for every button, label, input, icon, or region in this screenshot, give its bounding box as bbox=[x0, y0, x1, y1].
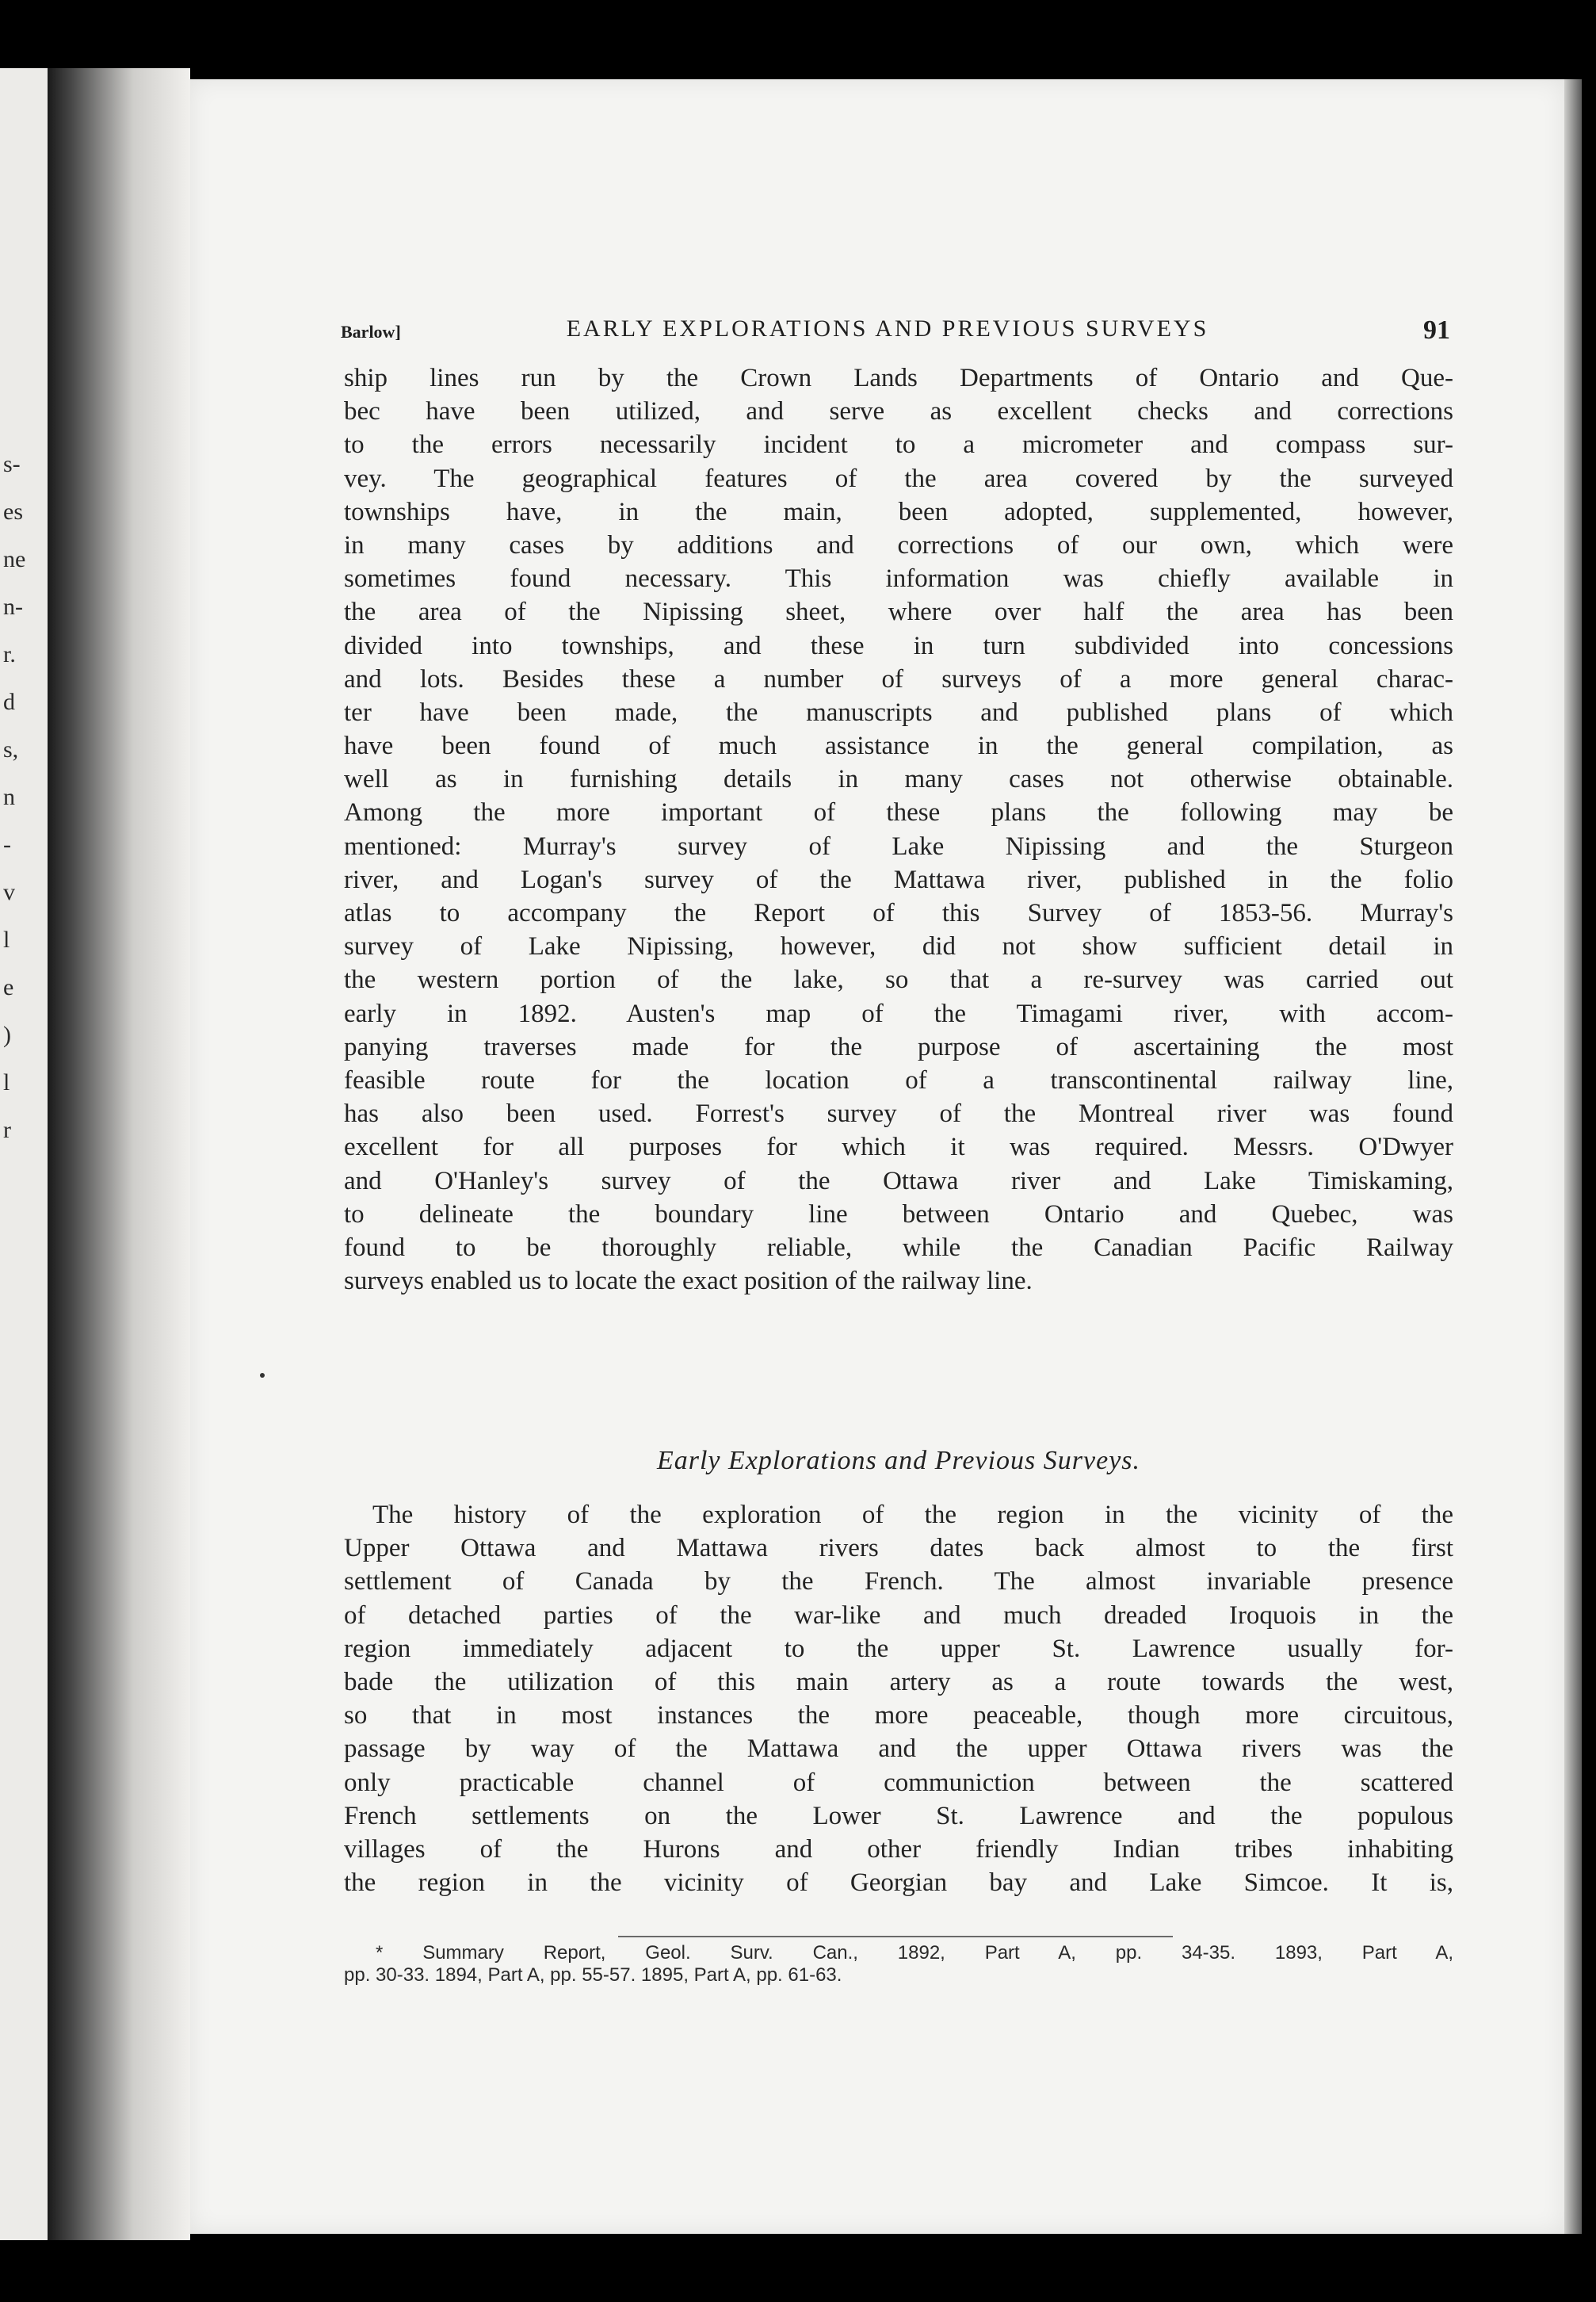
text-line: ship lines run by the Crown Lands Departments of Ontario and Que- bbox=[344, 364, 1453, 392]
text-line: sometimes found necessary. This information was chiefly available in bbox=[344, 564, 1453, 594]
header-author: Barlow] bbox=[341, 322, 401, 342]
text-line: villages of the Hurons and other friendly Indian tribes inhabiting bbox=[344, 1834, 1453, 1864]
text-line: in many cases by additions and corrections of our own, which were bbox=[344, 530, 1453, 560]
left-fragment: d bbox=[3, 689, 15, 715]
left-fragment: r. bbox=[3, 641, 16, 667]
text-line: passage by way of the Mattawa and the upper Ottawa rivers was the bbox=[344, 1734, 1453, 1764]
text-line: well as in furnishing details in many cases not otherwise obtainable. bbox=[344, 765, 1453, 794]
text-line: region immediately adjacent to the upper St. Lawrence usually for- bbox=[344, 1634, 1453, 1663]
left-page-edge bbox=[0, 68, 48, 2240]
left-fragment: l bbox=[3, 1069, 10, 1096]
header-title: EARLY EXPLORATIONS AND PREVIOUS SURVEYS bbox=[566, 315, 1209, 342]
text-line: excellent for all purposes for which it was required. Messrs. O'Dwyer bbox=[344, 1133, 1453, 1162]
text-line: French settlements on the Lower St. Lawrence and the populous bbox=[344, 1801, 1453, 1830]
text-line: vey. The geographical features of the area covered by the surveyed bbox=[344, 464, 1453, 493]
left-fragment: s- bbox=[3, 451, 21, 477]
text-line: divided into townships, and these in turn subdivided into concessions bbox=[344, 631, 1453, 660]
footnote-rule bbox=[618, 1936, 1173, 1937]
paragraph-2 bbox=[344, 1498, 1453, 1899]
left-fragment: es bbox=[3, 499, 23, 525]
left-fragment: r bbox=[3, 1117, 11, 1143]
text-line: and O'Hanley's survey of the Ottawa river and Lake Timiskaming, bbox=[344, 1166, 1453, 1195]
text-line: the western portion of the lake, so that a re-survey was carried out bbox=[344, 966, 1453, 995]
section-heading: Early Explorations and Previous Surveys. bbox=[656, 1446, 1141, 1475]
left-fragment: v bbox=[3, 879, 15, 905]
text-line: bade the utilization of this main artery as a route towards the west, bbox=[344, 1667, 1453, 1696]
text-line: to the errors necessarily incident to a micrometer and compass sur- bbox=[344, 430, 1453, 460]
book-gutter bbox=[48, 68, 190, 2240]
text-line: townships have, in the main, been adopted, supplemented, however, bbox=[344, 497, 1453, 526]
footnote bbox=[344, 1942, 1453, 1987]
left-fragment: ) bbox=[3, 1022, 11, 1048]
left-fragment: - bbox=[3, 832, 11, 858]
text-line: early in 1892. Austen's map of the Timagami river, with accom- bbox=[344, 999, 1453, 1028]
text-line: of detached parties of the war-like and much dreaded Iroquois in the bbox=[344, 1600, 1453, 1630]
left-fragment: e bbox=[3, 974, 14, 1000]
left-fragment: ne bbox=[3, 546, 26, 572]
running-header bbox=[341, 315, 1450, 355]
text-line: settlement of Canada by the French. The almost invariable presence bbox=[344, 1567, 1453, 1596]
text-line: and lots. Besides these a number of surveys of a more general charac- bbox=[344, 664, 1453, 694]
text-line: Upper Ottawa and Mattawa rivers dates back almost to the first bbox=[344, 1534, 1453, 1563]
text-line: mentioned: Murray's survey of Lake Nipissing and the Sturgeon bbox=[344, 832, 1453, 861]
left-fragment: n- bbox=[3, 594, 23, 620]
text-line: has also been used. Forrest's survey of the Montreal river was found bbox=[344, 1099, 1453, 1129]
text-line: to delineate the boundary line between Ontario and Quebec, was bbox=[344, 1199, 1453, 1229]
footnote-line: pp. 30-33. 1894, Part A, pp. 55-57. 1895, Part A, pp. 61-63. bbox=[344, 1964, 842, 1986]
text-line: river, and Logan's survey of the Mattawa river, published in the folio bbox=[344, 865, 1453, 894]
text-line: Among the more important of these plans the following may be bbox=[344, 798, 1453, 828]
text-line: surveys enabled us to locate the exact position of the railway line. bbox=[344, 1267, 1033, 1296]
left-page-fragments bbox=[3, 441, 35, 1154]
text-line: bec have been utilized, and serve as excellent checks and corrections bbox=[344, 397, 1453, 426]
text-line: panying traverses made for the purpose of ascertaining the most bbox=[344, 1032, 1453, 1061]
page-number: 91 bbox=[1423, 315, 1450, 345]
text-line: found to be thoroughly reliable, while the Canadian Pacific Railway bbox=[344, 1233, 1453, 1262]
text-line: the region in the vicinity of Georgian bay and Lake Simcoe. It is, bbox=[344, 1868, 1453, 1898]
text-line: The history of the exploration of the region in the vicinity of the bbox=[372, 1501, 1453, 1529]
footnote-line: * Summary Report, Geol. Surv. Can., 1892, Part A, pp. 34-35. 1893, Part A, bbox=[376, 1942, 1453, 1964]
scan-speck bbox=[260, 1373, 265, 1378]
left-fragment: n bbox=[3, 784, 15, 810]
text-line: only practicable channel of communiction between the scattered bbox=[344, 1768, 1453, 1797]
text-line: the area of the Nipissing sheet, where over half the area has been bbox=[344, 598, 1453, 627]
text-line: ter have been made, the manuscripts and published plans of which bbox=[344, 698, 1453, 727]
page-right-shadow bbox=[1564, 79, 1582, 2234]
text-line: atlas to accompany the Report of this Survey of 1853-56. Murray's bbox=[344, 899, 1453, 927]
left-fragment: l bbox=[3, 927, 10, 953]
text-line: have been found of much assistance in the general compilation, as bbox=[344, 732, 1453, 761]
document-page bbox=[190, 79, 1564, 2234]
text-line: feasible route for the location of a transcontinental railway line, bbox=[344, 1065, 1453, 1095]
text-line: so that in most instances the more peaceable, though more circuitous, bbox=[344, 1701, 1453, 1730]
paragraph-1 bbox=[344, 361, 1453, 1298]
text-line: survey of Lake Nipissing, however, did not show sufficient detail in bbox=[344, 932, 1453, 962]
left-fragment: s, bbox=[3, 736, 19, 763]
